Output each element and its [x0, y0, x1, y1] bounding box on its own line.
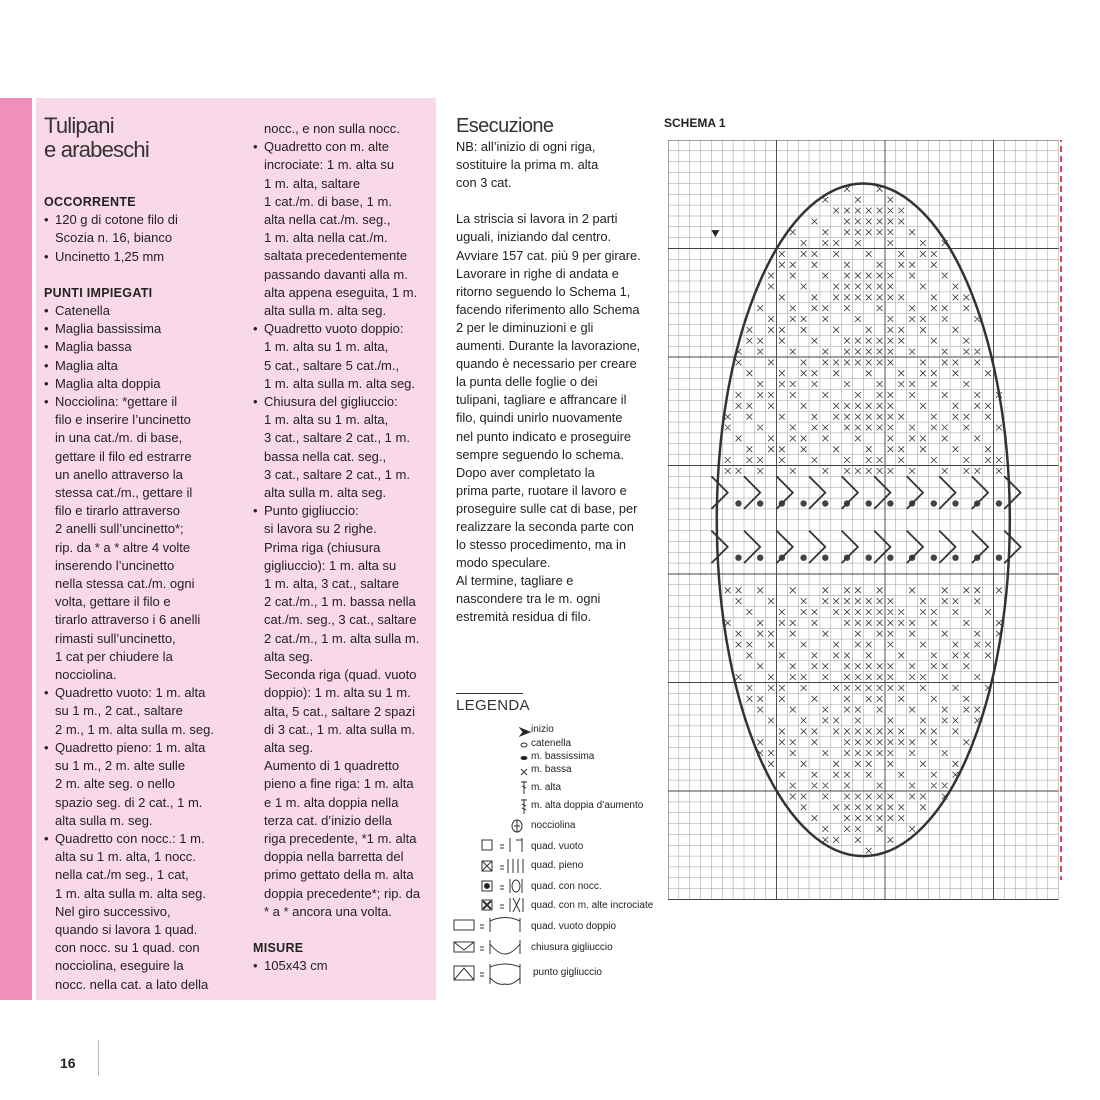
text-line: • Maglia alta doppia [44, 375, 244, 393]
materials-column [44, 193, 244, 994]
text-line: alta nella cat./m. seg., [264, 212, 391, 228]
text-line: doppia nella barretta del [264, 849, 404, 865]
text-line: • Quadretto vuoto doppio: [253, 320, 438, 338]
text-line: 2 m., 1 m. alta sulla m. seg. [55, 721, 214, 737]
text-line: spazio seg. di 2 cat., 1 m. [55, 794, 203, 810]
text-line: 1 m. alta su 1 m. alta, [264, 339, 389, 355]
text-line: • 120 g di cotone filo di [44, 211, 244, 229]
text-line: un anello attraverso la [55, 466, 183, 482]
text-line: nocc. nella cat. a lato della [55, 976, 209, 992]
text-line: gigliuccio): 1 m. alta su [264, 557, 397, 573]
chart-bobble-mark [822, 555, 828, 561]
chart-title: SCHEMA 1 [664, 116, 726, 130]
chart-bobble-mark [996, 500, 1002, 506]
text-line: 2 m. alte seg. o nello [55, 776, 175, 792]
text-line: volta, gettare il filo e [55, 594, 171, 610]
text-line: alta sulla m. alta seg. [264, 485, 387, 501]
text-line: di 3 cat., 1 m. alta sulla m. [264, 721, 416, 737]
execution-line: lo stesso procedimento, ma in [456, 537, 626, 553]
execution-line: 2 per le diminuzioni e gli [456, 319, 594, 335]
legend-label: quad. vuoto doppio [531, 921, 617, 932]
execution-line: nascondere tra le m. ogni [456, 591, 601, 607]
page-number: 16 [60, 1055, 76, 1071]
lacet-close-icon [454, 942, 474, 952]
legend-label: m. alta doppia d’aumento [531, 800, 644, 811]
chart-bobble-mark [952, 555, 958, 561]
execution-line: sempre seguendo lo schema. [456, 446, 624, 462]
text-line: • Maglia alta [44, 357, 244, 375]
chart-bobble-mark [757, 555, 763, 561]
double-crochet-icon [521, 781, 527, 794]
text-line: doppia precedente*; rip. da [264, 885, 421, 901]
execution-line: Lavorare in righe di andata e [456, 265, 619, 281]
legend-label: quad. con m. alte incrociate [531, 900, 654, 911]
execution-line: la punta delle foglie o dei [456, 374, 598, 390]
text-line: stessa cat./m., gettare il [55, 485, 193, 501]
execution-line: modo speculare. [456, 555, 551, 571]
text-line: PUNTI IMPIEGATI [44, 285, 153, 300]
text-line: alta seg. [264, 739, 314, 755]
text-line: Aumento di 1 quadretto [264, 758, 400, 774]
pink-edge-tab [0, 98, 32, 1000]
chart-bobble-mark [952, 500, 958, 506]
lacet-stitch-icon [454, 966, 474, 980]
single-crochet-icon [521, 769, 527, 775]
text-line: 1 m. alta sulla m. alta seg. [55, 885, 207, 901]
text-line: 3 cat., saltare 2 cat., 1 m. [264, 430, 410, 446]
start-arrow-icon [520, 728, 530, 736]
crochet-chart [668, 140, 1063, 900]
text-line: 2 cat./m., 1 m. bassa nella [264, 594, 416, 610]
text-line: cat./m. seg., 3 cat., saltare [264, 612, 417, 628]
text-line: 2 cat./m., 1 m. alta sulla m. [264, 630, 420, 646]
execution-line: quando è necessario per creare [456, 356, 637, 372]
text-line: • Maglia bassa [44, 338, 244, 356]
text-line: si lavora su 2 righe. [264, 521, 377, 537]
text-line: quando si lavora 1 quad. [55, 921, 198, 937]
text-line: Nel giro successivo, [55, 903, 171, 919]
legend-label: catenella [531, 738, 572, 749]
text-line: alta, 5 cat., saltare 2 spazi [264, 703, 416, 719]
text-line: primo gettato della m. alta [264, 867, 414, 883]
execution-line [456, 192, 656, 210]
execution-line: estremità residua di filo. [456, 609, 592, 625]
text-line: 1 m. alta, saltare [264, 175, 361, 191]
legend-label: quad. con nocc. [531, 881, 602, 892]
text-line: * a * ancora una volta. [264, 903, 392, 919]
text-line: filo e inserire l’uncinetto [55, 412, 191, 428]
legend-label: inizio [531, 724, 554, 735]
text-line: • 105x43 cm [253, 957, 438, 975]
text-line: alta seg. [264, 648, 314, 664]
execution-line: con 3 cat. [456, 175, 512, 191]
text-line: su 1 m., 2 cat., saltare [55, 703, 183, 719]
legend-title: LEGENDA [456, 697, 530, 714]
execution-line: prima parte, ruotare il lavoro e [456, 482, 627, 498]
execution-line: nel punto indicato e proseguire [456, 428, 632, 444]
double-open-mesh-icon [454, 920, 474, 930]
text-line: • Maglia bassissima [44, 320, 244, 338]
chart-grid [668, 140, 1059, 900]
text-line: tirarlo attraverso i 6 anelli [55, 612, 201, 628]
text-line: nocciolina. [55, 667, 117, 683]
text-line: • Quadretto pieno: 1 m. alta [44, 739, 244, 757]
text-line: e 1 m. alta doppia nella [264, 794, 399, 810]
text-line: alta sulla m. alta seg. [264, 303, 387, 319]
execution-line: NB: all’inizio di ogni riga, [456, 139, 596, 154]
chart-bobble-mark [800, 500, 806, 506]
page-title: Tulipani e arabeschi [44, 113, 149, 162]
execution-line: Al termine, tagliare e [456, 573, 574, 589]
text-line: • Punto gigliuccio: [253, 502, 438, 520]
chart-bobble-mark [887, 555, 893, 561]
text-line: nella stessa cat./m. ogni [55, 576, 195, 592]
text-line: incrociate: 1 m. alta su [264, 157, 395, 173]
stitches-column [253, 120, 438, 975]
execution-line: realizzare la seconda parte con [456, 518, 634, 534]
chart-bobble-mark [735, 555, 741, 561]
text-line: 1 cat./m. di base, 1 m. [264, 193, 392, 209]
text-line: 5 cat., saltare 5 cat./m., [264, 357, 400, 373]
legend-label: m. alta [531, 782, 562, 793]
chart-bobble-mark [866, 500, 872, 506]
open-mesh-icon [482, 840, 492, 850]
chart-bobble-mark [822, 500, 828, 506]
text-line: inserendo l’uncinetto [55, 557, 175, 573]
text-line: riga precedente, *1 m. alta [264, 830, 417, 846]
text-line: MISURE [253, 940, 304, 955]
text-line: alta sulla m. seg. [55, 812, 153, 828]
chart-bobble-mark [800, 555, 806, 561]
text-line: 1 m. alta, 3 cat., saltare [264, 576, 400, 592]
text-line: rimasti sull’uncinetto, [55, 630, 176, 646]
text-line: • Quadretto vuoto: 1 m. alta [44, 684, 244, 702]
text-line: • Quadretto con nocc.: 1 m. [44, 830, 244, 848]
text-line: • Chiusura del gigliuccio: [253, 393, 438, 411]
text-line: filo e tirarlo attraverso [55, 503, 180, 519]
text-line: terza cat. d’inizio della [264, 812, 392, 828]
text-line: Seconda riga (quad. vuoto [264, 667, 417, 683]
page-divider [98, 1040, 99, 1076]
legend-rule [456, 693, 523, 694]
text-line: 1 m. alta su 1 m. alta, [264, 412, 389, 428]
execution-line: Avviare 157 cat. più 9 per girare. [456, 247, 641, 263]
text-line: nella cat./m seg., 1 cat, [55, 867, 189, 883]
text-line: nocc., e non sulla nocc. [264, 121, 400, 136]
chart-bobble-mark [996, 555, 1002, 561]
text-line: OCCORRENTE [44, 195, 136, 209]
text-line: in una cat./m. di base, [55, 430, 183, 446]
legend-label: chiusura gigliuccio [531, 942, 613, 953]
chart-bobble-mark [866, 555, 872, 561]
text-line: nocciolina, eseguire la [55, 958, 184, 974]
text-line: gettare il filo ed estrarre [55, 448, 192, 464]
chain-icon [521, 743, 527, 747]
chart-bobble-mark [757, 500, 763, 506]
text-line: rip. da * a * altre 4 volte [55, 539, 191, 555]
execution-line: La striscia si lavora in 2 parti [456, 211, 618, 227]
text-line: alta appena eseguita, 1 m. [264, 284, 418, 300]
legend-label: m. bassa [531, 764, 572, 775]
execution-line: tulipani, tagliare e affrancare il [456, 392, 627, 408]
execution-text [456, 138, 656, 627]
text-line: • Nocciolina: *gettare il [44, 393, 244, 411]
text-line: 3 cat., saltare 2 cat., 1 m. [264, 466, 410, 482]
execution-line: ritorno seguendo lo Schema 1, [456, 283, 631, 299]
legend-label: nocciolina [531, 820, 576, 831]
execution-line: uguali, iniziando dal centro. [456, 229, 612, 245]
treble-crochet-icon [521, 799, 527, 814]
execution-line: Dopo aver completato la [456, 464, 595, 480]
text-line: saltata precedentemente [264, 248, 408, 264]
text-line: bassa nella cat. seg., [264, 448, 387, 464]
text-line: Scozia n. 16, bianco [55, 230, 173, 246]
chart-bobble-mark [735, 500, 741, 506]
text-line: passando davanti alla m. [264, 266, 408, 282]
execution-line: facendo riferimento allo Schema [456, 301, 640, 317]
text-line: 1 m. alta sulla m. alta seg. [264, 375, 416, 391]
legend-label: punto gigliuccio [533, 967, 602, 978]
text-line: su 1 m., 2 m. alte sulle [55, 758, 186, 774]
text-line: Prima riga (chiusura [264, 539, 381, 555]
text-line: • Uncinetto 1,25 mm [44, 248, 244, 266]
execution-line: proseguire sulle cat di base, per [456, 500, 638, 516]
execution-line: filo, quindi unirlo nuovamente [456, 410, 623, 426]
legend-label: m. bassissima [531, 751, 595, 762]
text-line: 1 cat per chiudere la [55, 648, 173, 664]
chart-bobble-mark [887, 500, 893, 506]
chart-bobble-mark [931, 500, 937, 506]
execution-line: aumenti. Durante la lavorazione, [456, 338, 641, 354]
text-line: doppio): 1 m. alta su 1 m. [264, 685, 411, 701]
slip-stitch-icon [521, 756, 527, 759]
text-line: • Catenella [44, 302, 244, 320]
legend-label: quad. vuoto [531, 841, 584, 852]
execution-title: Esecuzione [456, 115, 554, 137]
chart-bobble-mark [931, 555, 937, 561]
text-line: • Quadretto con m. alte [253, 138, 438, 156]
execution-line: sostituire la prima m. alta [456, 157, 599, 173]
text-line: alta su 1 m. alta, 1 nocc. [55, 849, 196, 865]
chart-start-marker [711, 230, 719, 237]
text-line: 1 m. alta nella cat./m. [264, 230, 388, 246]
text-line: 2 anelli sull’uncinetto*; [55, 521, 184, 537]
legend-label: quad. pieno [531, 860, 584, 871]
text-line: pieno a fine riga: 1 m. alta [264, 776, 414, 792]
text-line: con nocc. su 1 quad. con [55, 940, 200, 956]
